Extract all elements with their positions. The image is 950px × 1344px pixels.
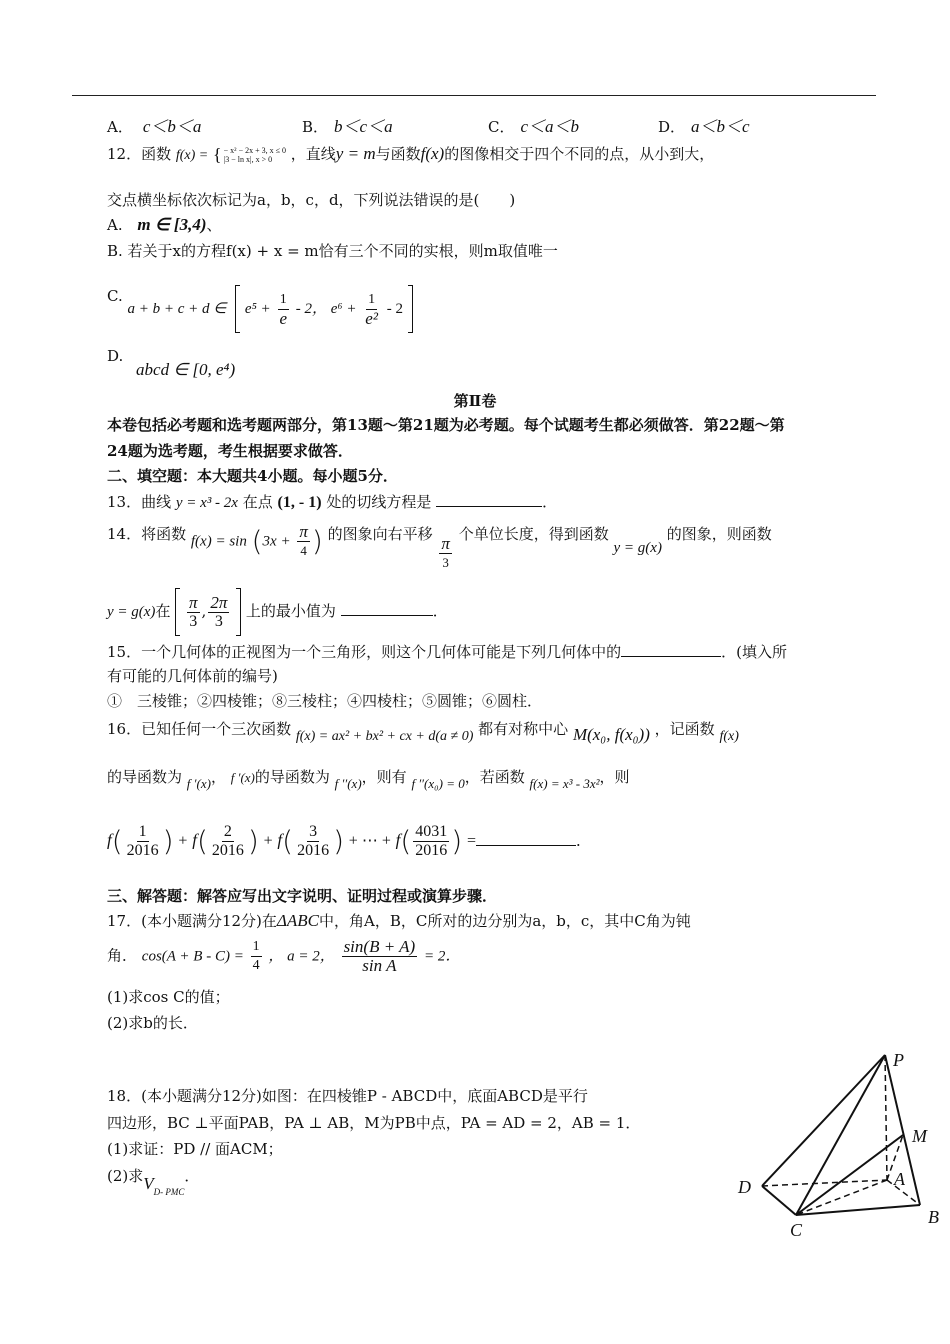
q16-line2: 的导函数为 f ′(x)， f ′(x)的导函数为 f ′′(x)，则有 f ′′(x₀) = 0，若函数 f(x) = x³ - 3x²，则 — [107, 768, 630, 791]
q16-sum: f( $\frac{1}{2016}$ ) + f( $\frac{2}{2016}$ ) + f( $\frac{3}{2016}$ ) + ⋯ + f( $\frac{4031}{2016}$ ) = ． — [107, 823, 592, 859]
label-M: M — [912, 1126, 927, 1146]
q16-line1: 16．已知任何一个三次函数 f(x) = ax² + bx² + cx + d(a ≠ 0) 都有对称中心 M(x₀, f(x₀)) ，记函数 f(x) — [107, 720, 739, 744]
q18-part2: (2)求$V_{D- PMC}$． — [107, 1167, 200, 1197]
edge-CB — [796, 1205, 920, 1215]
label-P: P — [893, 1050, 904, 1070]
part2-title: 第Ⅱ卷 — [453, 392, 497, 410]
q14-line1: 14．将函数 f(x) = sin (3x + $\frac{\pi}{4}$ ) 的图象向右平移 $\frac{\pi}{3}$ 个单位长度，得到函数 y = g(x) 的图象，则函数 — [107, 522, 772, 570]
q13: 13．曲线 y = x³ - 2x 在点 (1, - 1) 处的切线方程是 ． — [107, 490, 557, 514]
q17-line2: 角． cos(A + B - C) = $\frac{1}{4}$ ， a = 2， $\frac{\sin(B + A)}{\text{sin A}}$ = 2． — [107, 937, 461, 975]
label-B: B — [928, 1207, 939, 1227]
q13-answer-blank[interactable] — [436, 490, 542, 507]
edge-PA — [885, 1055, 887, 1180]
q18-part1: (1)求证：PD // 面ACM； — [107, 1140, 283, 1158]
q11-option-d[interactable]: D． a＜b＜c — [658, 117, 750, 136]
edge-DC — [762, 1186, 796, 1215]
q17-part1: (1)求cos C的值； — [107, 988, 230, 1006]
q12-stem: 12．函数 f(x) = { − x² − 2x + 3, x ≤ 0 |3 − ln x|, x > 0 ，直线y = m与函数f(x)的图像相交于四个不同的点，从小到大， — [107, 144, 715, 165]
pyramid-figure — [730, 1040, 945, 1240]
label-D: D — [738, 1177, 751, 1197]
q15-line3: ① 三棱锥；②四棱锥；⑧三棱柱；④四棱柱；⑤圆锥；⑥圆柱． — [107, 692, 543, 710]
q18-line1: 18．(本小题满分12分)如图：在四棱锥P - ABCD中，底面ABCD是平行 — [107, 1087, 588, 1105]
q12-option-a[interactable]: A. m ∈ [3,4)、 — [107, 215, 222, 234]
q16-answer-blank[interactable] — [476, 835, 576, 846]
q11-options — [107, 116, 750, 138]
q15-answer-blank[interactable] — [621, 640, 721, 657]
header-rule — [72, 95, 876, 96]
q15-line2: 有可能的几何体前的编号) — [107, 667, 278, 685]
part2-intro-line2: 24题为选考题，考生根据要求做答． — [107, 442, 353, 460]
label-A: A — [894, 1169, 905, 1189]
label-C: C — [790, 1220, 803, 1240]
q11-option-a[interactable]: A． c＜b＜a — [107, 117, 202, 136]
q12-piece1: − x² − 2x + 3, x ≤ 0 — [223, 146, 286, 155]
q18-line2: 四边形，BC ⊥平面PAB，PA ⊥ AB，M为PB中点，PA = AD = 2，AB = 1． — [107, 1114, 641, 1132]
q14-line2: y = g(x)在 $\frac{\pi}{3}$ , $\frac{2\pi}{3}$ 上的最小值为 ． — [107, 588, 448, 636]
q12-option-c[interactable]: C. a + b + c + d ∈ e⁵ + $\frac{1}{e}$ - 2， e⁶ + $\frac{1}{\text{e²}}$ - 2 — [107, 285, 413, 333]
section3-heading: 三、解答题：解答应写出文字说明、证明过程或演算步骤． — [107, 887, 498, 905]
q14-answer-blank[interactable] — [341, 599, 433, 616]
q12-piece2: |3 − ln x|, x > 0 — [223, 155, 273, 164]
section2-heading: 二、填空题：本大题共4小题。每小题5分． — [107, 467, 398, 485]
q15-line1: 15．一个几何体的正视图为一个三角形，则这个几何体可能是下列几何体中的 ．(填入所 — [107, 640, 787, 663]
q17-part2: (2)求b的长． — [107, 1014, 198, 1032]
q12-stem-line2: 交点横坐标依次标记为a，b，c，d，下列说法错误的是( ) — [107, 191, 516, 209]
part2-intro-line1: 本卷包括必考题和选考题两部分，第13题～第21题为必考题。每个试题考生都必须做答．第22题～第 — [107, 416, 785, 434]
q11-option-c[interactable]: C． c＜a＜b — [488, 117, 580, 136]
q11-option-b[interactable]: B． b＜c＜a — [302, 117, 393, 136]
q17-line1: 17．(本小题满分12分)在ΔABC中，角A，B，C所对的边分别为a，b，c，其中C角为钝 — [107, 911, 691, 930]
q12-option-b[interactable]: B. 若关于x的方程f(x) + x = m恰有三个不同的实根，则m取值唯一 — [107, 242, 558, 260]
q12-option-d[interactable]: D. abcd ∈ [0, e⁴) — [107, 347, 236, 379]
edge-DA — [762, 1180, 887, 1186]
